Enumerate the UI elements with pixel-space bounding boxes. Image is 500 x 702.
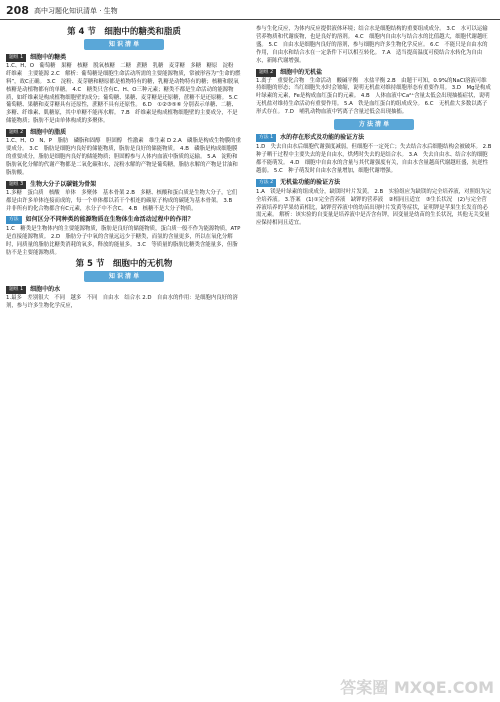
answer-paragraph: 1.A 镁是叶绿素的组成成分，缺镁时叶片发黄。 2.B 实验组应为缺镁的完全培养液，对照组为完全培养液。 3.答案 (1)①完全营养液 缺钾的营养液 ②相同且适宜 ③生长状况 (2)与完全营养液培养的苹果幼苗相比，缺钾营养液中的幼苗出现叶片发黄等症状，证明钾是苹果生长发育的必需元素。 解析：该实验的自变量是培养液中是否含有钾，因变量是幼苗的生长状况，其他无关变量应保持相同且适宜。 bbox=[256, 188, 492, 227]
topic-header bbox=[6, 129, 242, 137]
watermark-logo: 答案圈 MXQE.COM bbox=[340, 678, 494, 697]
header-rule bbox=[0, 19, 500, 20]
knowledge-banner: 知 识 清 单 bbox=[84, 271, 164, 282]
answer-paragraph: 1.C、H、O N、P 脂肪 磷脂和固醇 胆固醇 性激素 维生素 D 2.A 磷脂是构成生物膜的重要成分。 3.C 脂肪是细胞内良好的储能物质，脂肪是良好的储能物质。 4.B 磷脂是构成细胞膜的重要成分，脂肪是细胞内良好的储能物质；胆固醇参与人体内血液中脂质的运输。 5.A 淀粉和脂肪氧化分解的代谢产物都是二氧化碳和水，淀粉水解的产物是葡萄糖，脂肪水解的产物是甘油和脂肪酸。 bbox=[6, 138, 241, 176]
method-tag: 方法 2 bbox=[256, 179, 276, 187]
topic-header bbox=[6, 286, 242, 294]
topic-header bbox=[6, 54, 242, 62]
method-header bbox=[6, 216, 242, 224]
method-header bbox=[256, 134, 492, 142]
topic-header bbox=[6, 181, 242, 189]
left-column bbox=[6, 26, 242, 311]
answer-paragraph: 1.D 失去自由水后细胞代谢强度减弱，但细胞不一定死亡；失去结合水后细胞结构会被破坏。 2.B 种子晒干过程中主要失去的是自由水，烘烤时失去的是结合水。 3.A 失去自由水、结合水的细胞都不能萌发。 4.D 细胞中自由水的含量与其代谢强度有关，自由水含量越高代谢越旺盛，抗逆性越弱。 5.C 种子萌发时自由水含量增加，细胞代谢增强。 bbox=[256, 144, 497, 174]
topic-title: 细胞中的脂质 bbox=[30, 129, 67, 137]
answer-paragraph: 1.离子 重要化合物 生命活动 酸碱平衡 水盐平衡 2.B 由题干可知，0.9%的NaCl溶液可维持细胞的形态；当红细胞失水时会皱缩，说明无机盐对维持细胞形态有重要作用。 3.D Mg是构成叶绿素的元素，Fe是构成血红蛋白的元素。 4.B 人体血液中Ca²⁺含量太低会出现抽搐症状，说明无机盐对维持生命活动有重要作用。 5.A 铁是血红蛋白的组成成分。 6.C 无机盐大多数以离子形式存在。 7.D 哺乳动物血液中钙离子含量过低会出现抽搐。 bbox=[256, 77, 491, 116]
page-header bbox=[0, 0, 500, 22]
method-banner: 方 法 清 单 bbox=[334, 119, 414, 130]
section-4-title: 第 4 节 细胞中的糖类和脂质 bbox=[67, 27, 181, 37]
topic-tag: 题组 2 bbox=[256, 69, 276, 77]
answer-paragraph: 参与生化反应，为体内反应提供液体环境；结合水是细胞结构的重要组成成分。 3.C 水可以运输营养物质和代谢废物，也是良好的溶剂。 4.C 细胞内自由水与结合水的比值越大，细胞代谢越旺盛。 5.C 自由水是细胞内良好的溶剂，参与细胞内许多生物化学反应。 6.C 不能只是自由水的作用，自由水和结合水在一定条件下可以相互转化。 7.A 适当提高温度可使结合水转化为自由水，新陈代谢增强。 bbox=[256, 26, 488, 64]
topic-title: 细胞中的无机盐 bbox=[280, 68, 323, 76]
topic-tag: 题组 1 bbox=[6, 54, 26, 62]
knowledge-banner: 知 识 清 单 bbox=[84, 39, 164, 50]
method-title: 如何区分不同种类的能源物质在生物体生命活动过程中的作用？ bbox=[25, 216, 194, 224]
answer-paragraph: 1.C 糖类是生物体内的主要能源物质，脂肪是良好的储能物质，蛋白质一般不作为能源物质，ATP是直接能源物质。 2.D 脂肪分子中氧的含量远远少于糖类，而氢的含量更多，所以在氧化分解时，同质量的脂肪比糖类消耗的氧多，释放的能量多。 3.C 等质量的脂肪比糖类含能量多，但脂肪不是主要能源物质。 bbox=[6, 226, 241, 257]
method-tag: 方法 1 bbox=[256, 134, 276, 142]
topic-title: 生物大分子以碳链为骨架 bbox=[30, 180, 97, 188]
method-title: 无机盐功能的验证方法 bbox=[280, 178, 341, 186]
section-5-title: 第 5 节 细胞中的无机物 bbox=[75, 259, 173, 270]
page-number: 208 bbox=[6, 4, 29, 17]
answer-paragraph: 1.多糖 蛋白质 核酸 单体 多聚体 基本骨架 2.B 多糖、核酸和蛋白质是生物大分子，它们都是由许多单体连接而成的，每一个单体都以若干个相连的碳原子构成的碳链为基本骨架。 3.B 并非所有的化合物都含有C元素，水分子中不含C。 4.B 核糖不是大分子物质。 bbox=[6, 189, 238, 212]
running-title: 高中习题化知识清单 · 生物 bbox=[34, 7, 118, 15]
topic-tag: 题组 3 bbox=[6, 181, 26, 189]
answer-paragraph: 1.C、H、O 葡萄糖 果糖 核糖 脱氧核糖 二糖 蔗糖 乳糖 麦芽糖 多糖 糖原 淀粉 纤维素 主要能源 2.C 解析：葡萄糖是细胞生命活动所需的主要能源物质，常被形容为“生命的燃料”，故C正确。 3.C 淀粉、麦芽糖和糖原都是植物特有的糖，乳糖是动物特有的糖；核糖和脱氧核糖是动植物都有的单糖。 4.C 糖类只含有C、H、O三种元素；糖类不都是生命活动的能源物质，如纤维素是构成植物细胞壁的成分；葡萄糖、果糖、麦芽糖是还原糖，蔗糖不是还原糖。 5.C 葡萄糖、果糖和麦芽糖具有还原性，蔗糖不具有还原性。 6.D ①②③⑤⑥ 分别表示单糖、二糖、多糖、纤维素、肌糖原，其中单糖不能再水解。 7.B 纤维素是构成植物细胞壁的主要成分，不是储能物质；脂肪不是由单体构成的多聚体。 bbox=[6, 62, 244, 125]
topic-tag: 题组 2 bbox=[6, 129, 26, 137]
topic-tag: 题组 1 bbox=[6, 286, 26, 294]
method-title: 水的存在形式及功能的验证方法 bbox=[280, 134, 365, 142]
method-header bbox=[256, 179, 492, 187]
topic-header bbox=[256, 69, 492, 77]
topic-title: 细胞中的糖类 bbox=[30, 53, 67, 61]
topic-title: 细胞中的水 bbox=[30, 285, 61, 293]
method-tag: 方法 bbox=[6, 216, 22, 224]
answer-paragraph: 1.最多 差别很大 不同 越多 不同 自由水 结合水 2.D 自由水的作用：是细胞内良好的溶剂，参与许多生物化学反应， bbox=[6, 294, 238, 309]
right-column bbox=[256, 26, 497, 228]
